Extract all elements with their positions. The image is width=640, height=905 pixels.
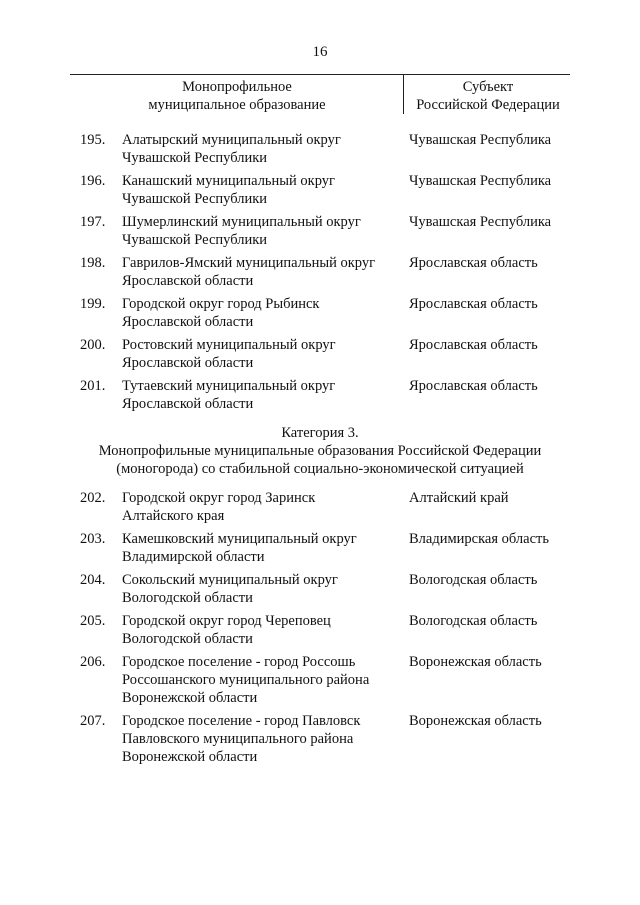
item-municipality-line: Владимирской области — [122, 549, 265, 565]
item-subject: Ярославская область — [409, 378, 538, 394]
item-municipality — [122, 712, 402, 766]
header-subject-line: Российской Федерации — [416, 97, 560, 113]
item-municipality-line: Воронежской области — [122, 749, 258, 765]
item-municipality — [122, 612, 402, 648]
item-municipality-line: Городское поселение - город Россошь — [122, 654, 356, 670]
item-municipality — [122, 530, 402, 566]
item-subject: Вологодская область — [409, 572, 538, 588]
category-description-line: (моногорода) со стабильной социально-экономической ситуацией — [116, 461, 524, 477]
item-number: 202. — [80, 490, 106, 506]
item-municipality-line: Городской округ город Череповец — [122, 613, 331, 629]
item-number: 196. — [80, 173, 106, 189]
item-municipality — [122, 653, 402, 707]
item-municipality-line: Канашский муниципальный округ — [122, 173, 335, 189]
item-subject: Чувашская Республика — [409, 132, 552, 148]
item-municipality-line: Городской округ город Заринск — [122, 490, 316, 506]
item-number: 207. — [80, 713, 106, 729]
item-municipality-line: Шумерлинский муниципальный округ — [122, 214, 361, 230]
item-municipality — [122, 213, 402, 249]
item-number: 197. — [80, 214, 106, 230]
item-municipality-line: Алатырский муниципальный округ — [122, 132, 341, 148]
item-municipality-line: Ярославской области — [122, 273, 254, 289]
item-number: 200. — [80, 337, 106, 353]
item-municipality-line: Вологодской области — [122, 590, 253, 606]
item-subject: Ярославская область — [409, 296, 538, 312]
item-subject: Алтайский край — [409, 490, 509, 506]
item-municipality-line: Чувашской Республики — [122, 191, 268, 207]
item-number: 203. — [80, 531, 106, 547]
item-subject: Владимирская область — [409, 531, 549, 547]
header-municipality-line: Монопрофильное — [182, 79, 292, 95]
item-municipality — [122, 254, 402, 290]
item-municipality-line: Алтайского края — [122, 508, 225, 524]
item-subject: Чувашская Республика — [409, 173, 552, 189]
header-municipality-line: муниципальное образование — [148, 97, 326, 113]
item-subject: Воронежская область — [409, 654, 542, 670]
item-municipality — [122, 131, 402, 167]
item-municipality — [122, 295, 402, 331]
item-municipality-line: Городской округ город Рыбинск — [122, 296, 320, 312]
item-municipality-line: Россошанского муниципального района — [122, 672, 370, 688]
item-number: 198. — [80, 255, 106, 271]
item-municipality — [122, 336, 402, 372]
item-number: 204. — [80, 572, 106, 588]
item-municipality — [122, 489, 402, 525]
header-municipality — [72, 78, 402, 114]
item-municipality-line: Гаврилов-Ямский муниципальный округ — [122, 255, 376, 271]
item-subject: Чувашская Республика — [409, 214, 552, 230]
item-municipality-line: Тутаевский муниципальный округ — [122, 378, 336, 394]
header-subject — [406, 78, 570, 114]
item-municipality-line: Павловского муниципального района — [122, 731, 354, 747]
page-number: 16 — [312, 44, 328, 60]
item-municipality-line: Чувашской Республики — [122, 150, 268, 166]
item-number: 201. — [80, 378, 106, 394]
item-municipality-line: Ярославской области — [122, 396, 254, 412]
item-subject: Ярославская область — [409, 337, 538, 353]
item-number: 205. — [80, 613, 106, 629]
category-title: Категория 3. — [281, 425, 359, 441]
item-municipality-line: Камешковский муниципальный округ — [122, 531, 357, 547]
item-municipality — [122, 571, 402, 607]
header-subject-line: Субъект — [462, 79, 514, 95]
item-subject: Ярославская область — [409, 255, 538, 271]
item-number: 195. — [80, 132, 106, 148]
item-subject: Воронежская область — [409, 713, 542, 729]
category-heading — [0, 424, 640, 478]
item-municipality-line: Ростовский муниципальный округ — [122, 337, 336, 353]
item-number: 206. — [80, 654, 106, 670]
header-column-divider — [403, 74, 404, 114]
item-municipality-line: Ярославской области — [122, 355, 254, 371]
item-municipality-line: Воронежской области — [122, 690, 258, 706]
item-municipality-line: Вологодской области — [122, 631, 253, 647]
item-number: 199. — [80, 296, 106, 312]
item-municipality — [122, 172, 402, 208]
item-municipality-line: Городское поселение - город Павловск — [122, 713, 361, 729]
item-municipality-line: Чувашской Республики — [122, 232, 268, 248]
header-rule — [70, 74, 570, 75]
item-municipality — [122, 377, 402, 413]
item-subject: Вологодская область — [409, 613, 538, 629]
item-municipality-line: Сокольский муниципальный округ — [122, 572, 338, 588]
item-municipality-line: Ярославской области — [122, 314, 254, 330]
category-description-line: Монопрофильные муниципальные образования Российской Федерации — [98, 443, 542, 459]
